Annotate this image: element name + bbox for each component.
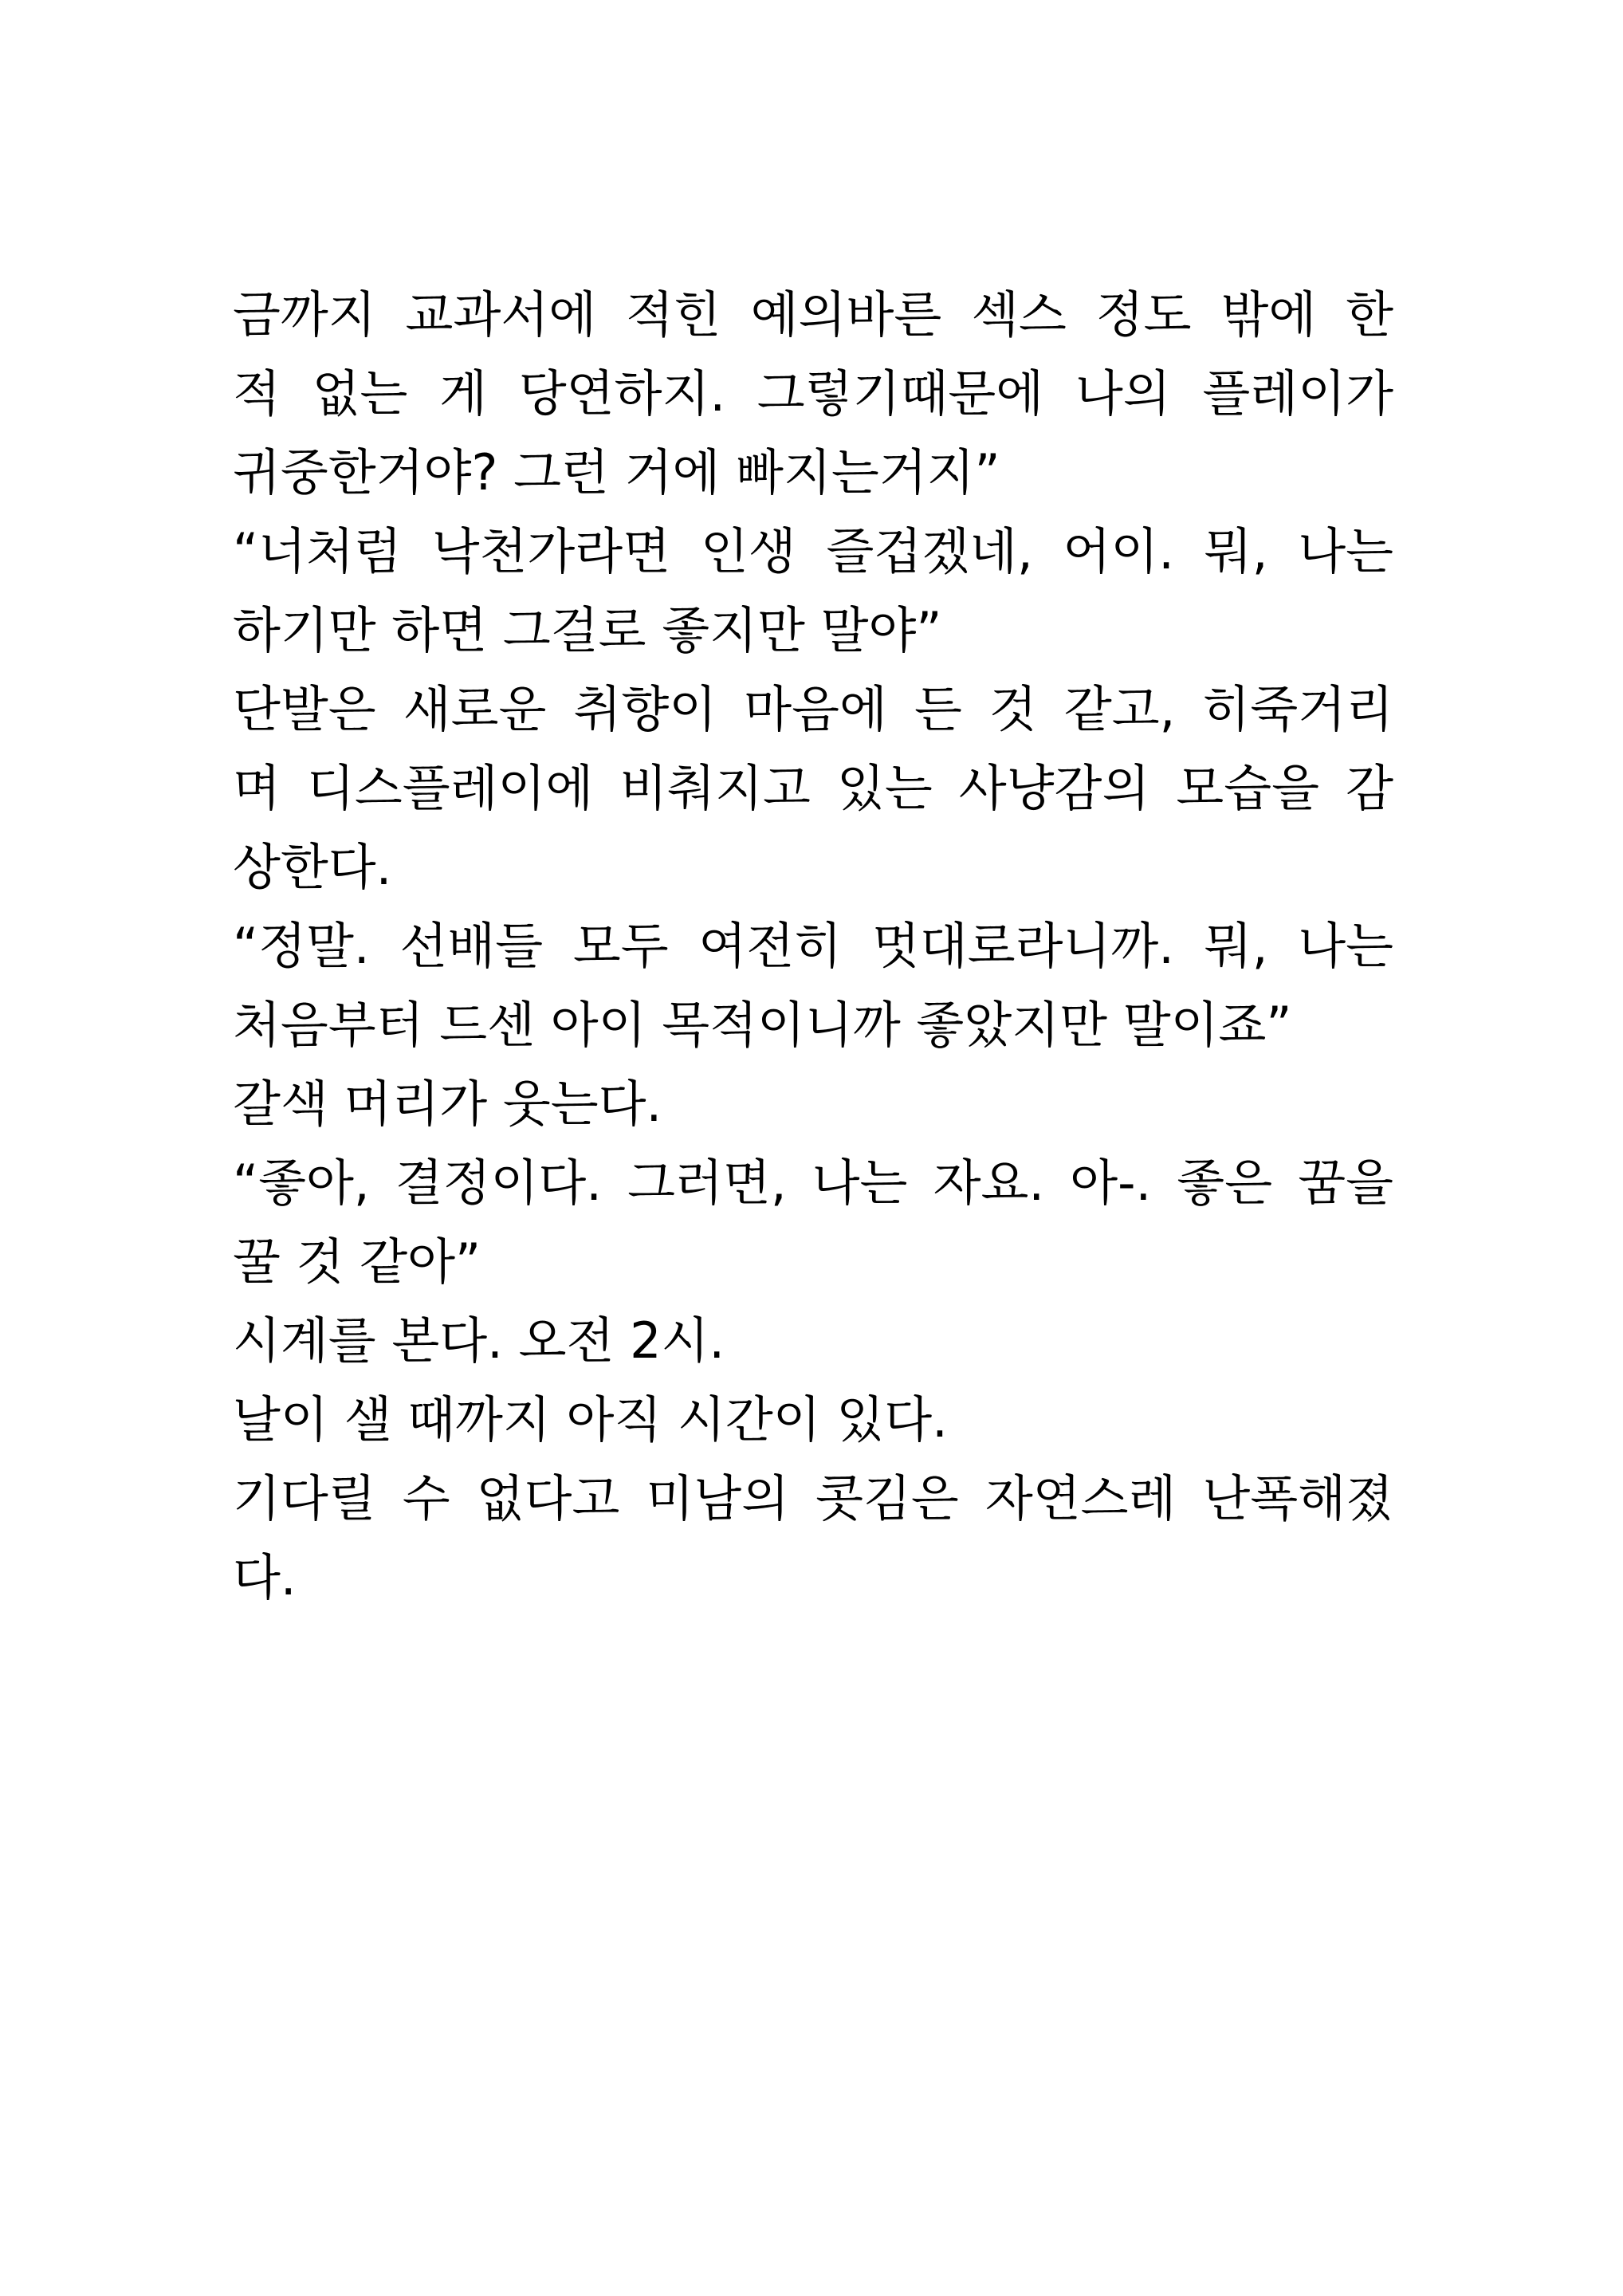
text-line-5: 하기만 하면 그걸로 좋지만 말야” <box>233 601 942 659</box>
text-line-9: “정말. 선배들 모두 여전히 멋대로라니까. 뭐, 나는 <box>233 917 1393 975</box>
text-line-2: 적 없는 게 당연하지. 그렇기때문에 나의 플레이가 <box>233 364 1393 423</box>
text-line-4: “너처럼 낙천가라면 인생 즐겁겠네, 어이. 뭐, 나는 <box>233 522 1393 580</box>
text-line-8: 상한다. <box>233 838 392 896</box>
text-line-1: 금까지 교과서에 적힌 예의바른 섹스 정도 밖에 한 <box>233 285 1393 344</box>
text-line-7: 며 디스플레이에 비춰지고 있는 사냥감의 모습을 감 <box>233 759 1393 817</box>
text-line-17: 다. <box>233 1548 297 1606</box>
text-line-10: 처음부터 드센 아이 목적이니까 좋았지만 말이죠” <box>233 996 1292 1054</box>
text-line-12: “좋아, 결정이다. 그러면, 나는 자요. 아-. 좋은 꿈을 <box>233 1154 1393 1212</box>
text-line-11: 갈색 머리가 웃는다. <box>233 1075 662 1133</box>
text-line-15: 날이 샐 때까지 아직 시간이 있다. <box>233 1390 948 1449</box>
body-text <box>233 275 1393 1617</box>
text-line-16: 기다릴 수 없다고 미남의 콧김은 자연스레 난폭해졌 <box>233 1469 1393 1527</box>
text-line-13: 꿀 것 같아” <box>233 1233 481 1291</box>
text-line-3: 귀중한거야? 그런 거에 빠지는거지” <box>233 443 1000 501</box>
text-line-14: 시계를 본다. 오전 2시. <box>233 1311 725 1370</box>
text-line-6: 단발은 새로운 취향이 마음에 든 것 같고, 히죽거리 <box>233 680 1393 738</box>
